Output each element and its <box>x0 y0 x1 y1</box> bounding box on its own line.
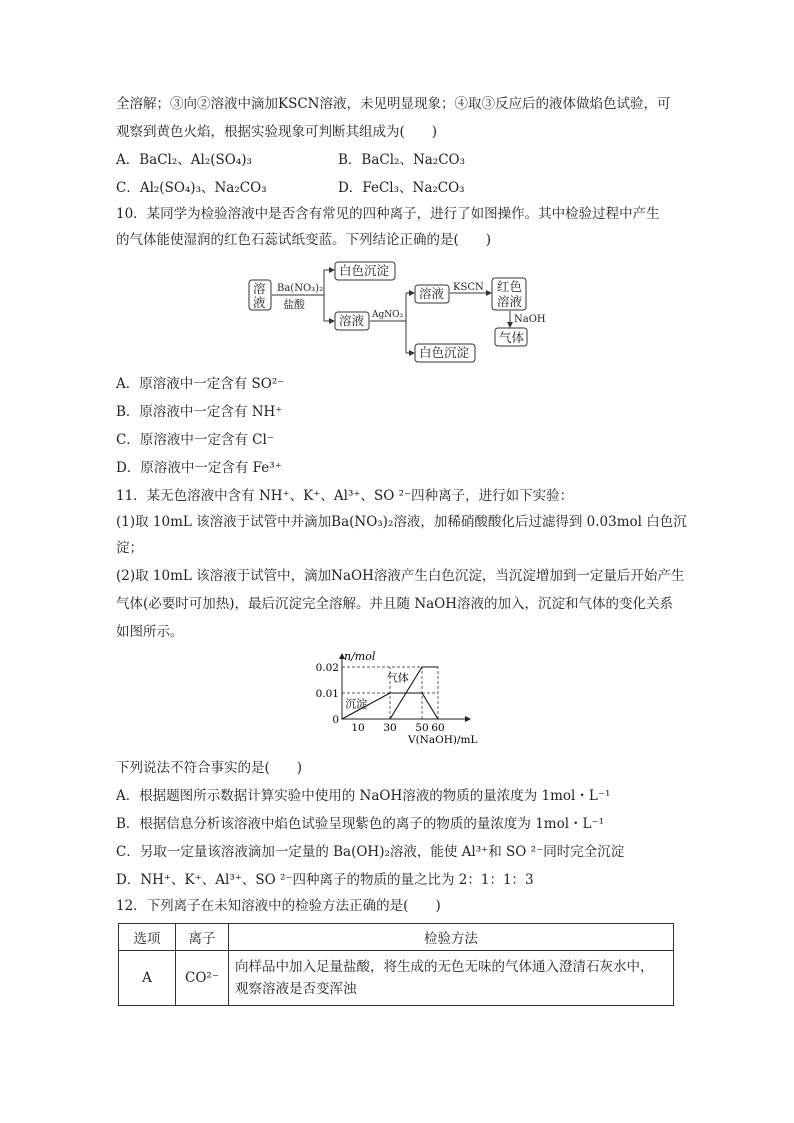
x-tick-label: 30 <box>383 722 397 734</box>
q11-chart <box>310 648 490 748</box>
series-1-point <box>421 666 422 667</box>
q11-option-b: B．根据信息分析该溶液中焰色试验呈现紫色的离子的物质的量浓度为 1mol・L⁻¹ <box>116 816 605 832</box>
red-solution-label-2: 溶液 <box>497 294 523 309</box>
q10-option-c: C．原溶液中一定含有 Cl⁻ <box>116 432 274 448</box>
row-ion: CO²⁻ <box>176 951 229 1006</box>
x-axis-label: V(NaOH)/mL <box>408 734 478 746</box>
reagent-kscn: KSCN <box>453 282 484 293</box>
q12-table <box>118 923 674 1006</box>
start-label-2: 液 <box>253 295 266 310</box>
series-0-point <box>421 692 422 693</box>
x-tick-label: 10 <box>351 722 365 734</box>
q9-option-a: A．BaCl₂、Al₂(SO₄)₃ <box>116 152 252 168</box>
solution-1-label: 溶液 <box>339 313 365 328</box>
y-tick-label: 0.02 <box>315 662 339 674</box>
precipitate-1-label: 白色沉淀 <box>339 263 390 278</box>
table-row <box>119 951 674 1006</box>
q9-continuation-line1: 全溶解；③向②溶液中滴加KSCN溶液，未见明显现象；④取③反应后的液体做焰色试验，可 <box>116 96 671 112</box>
annotation-gas: 气体 <box>386 671 409 685</box>
y-tick-label: 0.01 <box>315 688 339 700</box>
header-option: 选项 <box>119 924 176 951</box>
series-0-point <box>437 718 438 719</box>
q12-stem: 12．下列离子在未知溶液中的检验方法正确的是( ) <box>116 898 441 914</box>
row-option: A <box>119 951 176 1006</box>
q9-option-d: D．FeCl₃、Na₂CO₃ <box>338 180 465 196</box>
q11-option-c: C．另取一定量该溶液滴加一定量的 Ba(OH)₂溶液，能使 Al³⁺和 SO ²⁻同时完全沉淀 <box>116 844 625 860</box>
series-1-point <box>389 718 390 719</box>
y-tick-label: 0 <box>332 714 339 726</box>
q9-continuation-line2: 观察到黄色火焰，根据实验现象可判断其组成为( ) <box>116 124 438 140</box>
header-method: 检验方法 <box>229 924 674 951</box>
solution-2-label: 溶液 <box>419 286 445 301</box>
q11-option-a: A．根据题图所示数据计算实验中使用的 NaOH溶液的物质的量浓度为 1mol・L⁻¹ <box>116 788 611 804</box>
q11-exp1-line2: 淀； <box>116 540 143 556</box>
y-axis-label: n/mol <box>344 650 376 663</box>
q11-exp2-line3: 如图所示。 <box>116 624 184 640</box>
q10-option-b: B．原溶液中一定含有 NH⁺ <box>116 404 283 420</box>
q10-flow-diagram <box>240 258 560 368</box>
row-method-line2: 观察溶液是否变浑浊 <box>235 981 357 997</box>
start-label-1: 溶 <box>253 281 266 296</box>
q9-option-b: B．BaCl₂、Na₂CO₃ <box>338 152 466 168</box>
q10-stem-line1: 10．某同学为检验溶液中是否含有常见的四种离子，进行了如图操作。其中检验过程中产生 <box>116 206 660 222</box>
series-0-point <box>341 718 342 719</box>
red-solution-label-1: 红色 <box>497 279 523 294</box>
x-tick-label: 60 <box>431 722 445 734</box>
q10-option-d: D．原溶液中一定含有 Fe³⁺ <box>116 460 282 476</box>
q11-exp1-line1: (1)取 10mL 该溶液于试管中并滴加Ba(NO₃)₂溶液，加稀硝酸酸化后过滤得到 0.03mol 白色沉 <box>116 514 687 530</box>
q11-exp2-line2: 气体(必要时可加热)，最后沉淀完全溶解。并且随 NaOH溶液的加入，沉淀和气体的变化关系 <box>116 596 674 612</box>
row-method-line1: 向样品中加入足量盐酸，将生成的无色无味的气体通入澄清石灰水中， <box>235 959 654 975</box>
x-tick-label: 50 <box>415 722 429 734</box>
q10-option-a: A．原溶液中一定含有 SO²⁻ <box>116 376 285 392</box>
annotation-precipitate: 沉淀 <box>345 697 368 711</box>
q11-question: 下列说法不符合事实的是( ) <box>116 760 303 776</box>
row-method <box>229 951 674 1006</box>
q11-exp2-line1: (2)取 10mL 该溶液于试管中，滴加NaOH溶液产生白色沉淀，当沉淀增加到一定量后开始产生 <box>116 568 685 584</box>
reagent-ba-no3: Ba(NO₃)₂ <box>277 283 324 294</box>
header-ion: 离子 <box>176 924 229 951</box>
series-0-point <box>389 692 390 693</box>
table-header-row <box>119 924 674 951</box>
reagent-hcl: 盐酸 <box>283 298 305 311</box>
q11-option-d: D．NH⁺、K⁺、Al³⁺、SO ²⁻四种离子的物质的量之比为 2：1：1：3 <box>116 872 534 888</box>
reagent-naoh: NaOH <box>514 314 546 325</box>
q11-stem: 11．某无色溶液中含有 NH⁺、K⁺、Al³⁺、SO ²⁻四种离子，进行如下实验： <box>116 488 574 504</box>
q9-option-c: C．Al₂(SO₄)₃、Na₂CO₃ <box>116 180 267 196</box>
series-1-point <box>437 666 438 667</box>
q10-stem-line2: 的气体能使湿润的红色石蕊试纸变蓝。下列结论正确的是( ) <box>116 232 492 248</box>
precipitate-2-label: 白色沉淀 <box>419 345 470 360</box>
gas-label: 气体 <box>499 330 525 345</box>
reagent-agno3: AgNO₃ <box>372 310 404 320</box>
